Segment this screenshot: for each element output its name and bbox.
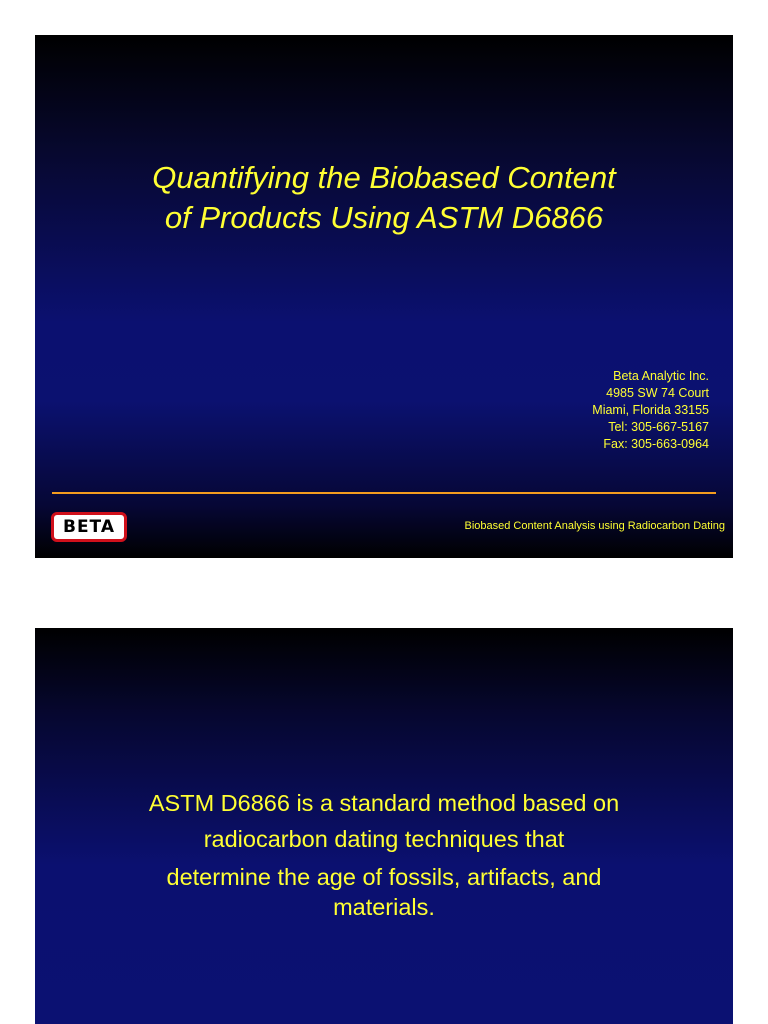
telephone: Tel: 305-667-5167	[608, 420, 709, 434]
fax: Fax: 305-663-0964	[603, 437, 709, 451]
body-line: radiocarbon dating techniques that	[203, 826, 565, 852]
body-line: materials.	[333, 894, 435, 920]
body-line: ASTM D6866 is a standard method based on	[148, 790, 620, 816]
company-address	[592, 368, 709, 453]
slide-title	[35, 158, 733, 238]
street-address: 4985 SW 74 Court	[606, 386, 709, 400]
logo-text: BETA	[62, 516, 115, 537]
slide-body-text	[35, 786, 733, 918]
title-slide	[35, 35, 733, 558]
slide-title-line: Quantifying the Biobased Content	[152, 160, 616, 195]
slide-footer: Biobased Content Analysis using Radiocarbon Dating	[464, 520, 725, 532]
city-state-zip: Miami, Florida 33155	[592, 403, 709, 417]
content-slide	[35, 628, 733, 1024]
company-name: Beta Analytic Inc.	[613, 369, 709, 383]
body-line: determine the age of fossils, artifacts, and	[166, 864, 602, 890]
slide-title-line: of Products Using ASTM D6866	[164, 200, 604, 235]
divider-line	[52, 492, 716, 494]
beta-logo	[51, 512, 127, 542]
